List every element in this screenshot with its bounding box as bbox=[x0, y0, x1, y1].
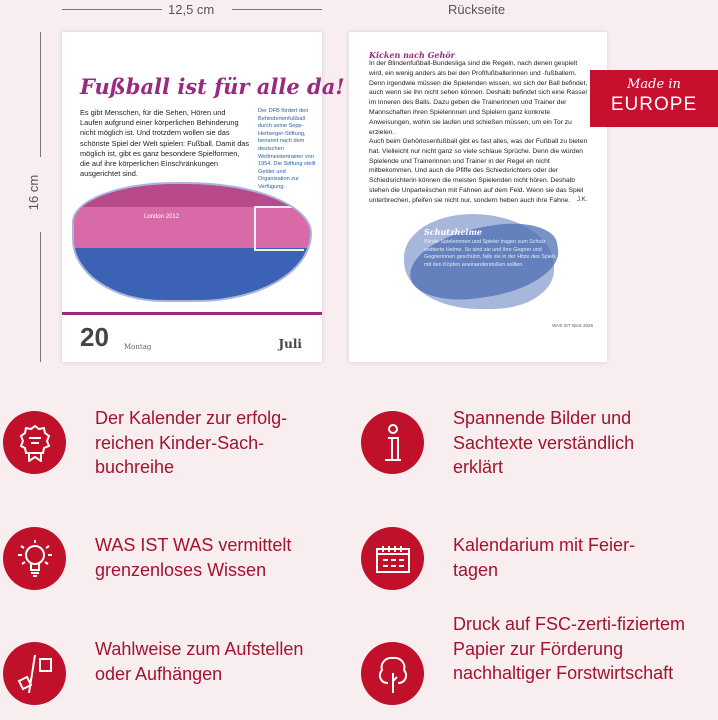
info-box-text: Blinde Spielerinnen und Spieler tragen zum Schutz wattierte Helme. So sind sie und ihre Gegner und Gegnerinnen geschützt, falls sie in der Hitze des Spiels mit den Köpfen aneinanderstoßen sollten. bbox=[424, 239, 556, 268]
tree-icon bbox=[361, 642, 424, 705]
width-label: 12,5 cm bbox=[168, 2, 215, 17]
feature-item bbox=[3, 408, 315, 480]
feature-item bbox=[361, 527, 673, 590]
feature-text: Wahlweise zum Aufstellen oder Aufhängen bbox=[95, 639, 304, 684]
photo-banner: London 2012 bbox=[144, 214, 180, 220]
height-dim-line bbox=[40, 232, 41, 362]
back-paragraph-2: Auch beim Gehörlosenfußball gibt es fast alles, was der Fußball zu bieten hat. Vielleicht nur nicht ganz so viele schlaue Sprüche. Denn die würden Spielende und Trainerinnen und Trainer in der Regel eh nicht mitbekommen. Und auch die Pfiffe des Schiedsrichters oder der Schiedsrichterin können die meisten Spielenden nicht hören. Deshalb stehen die Unparteiischen mit Fahnen auf dem Feld. Wenn sie das Spiel unterbrechen, pfeifen sie nicht nur, sondern heben auch ihre Fahne. bbox=[369, 138, 588, 204]
intro-text: Es gibt Menschen, für die Sehen, Hören und Laufen aufgrund einer körperlichen Behinderung nicht möglich ist. Und trotzdem wollen sie das schönste Spiel der Welt spielen: Fußball. Damit das möglich ist, gibt es ganz besondere Spielformen, die auf ihre körperlichen Einschränkungen ausgerichtet sind. bbox=[80, 108, 250, 179]
divider bbox=[62, 312, 322, 315]
height-dim-line bbox=[40, 32, 41, 157]
calendar-icon bbox=[361, 527, 424, 590]
badge-line1: Made in bbox=[627, 77, 681, 92]
author: J.K. bbox=[577, 197, 588, 203]
back-label: Rückseite bbox=[448, 2, 506, 17]
made-in-europe-badge bbox=[590, 70, 718, 127]
info-icon bbox=[361, 411, 424, 474]
month: Juli bbox=[278, 337, 302, 351]
weekday: Montag bbox=[124, 343, 152, 351]
sidebar-note: Der DFB fördert den Behindertenfußball durch seine Sepp-Herberger-Stiftung, benannt nach dem deutschen Weltmeistertrainer von 1954. Die Stiftung stellt Gelder und Organisation zur Verfügung. bbox=[258, 108, 316, 190]
day-number: 20 bbox=[80, 322, 109, 352]
lightbulb-icon bbox=[3, 527, 66, 590]
page-title: Fußball ist für alle da! bbox=[80, 74, 345, 99]
goal bbox=[254, 206, 304, 251]
award-badge-icon bbox=[3, 411, 66, 474]
front-page bbox=[62, 32, 345, 362]
info-box-heading: Schutzhelme bbox=[424, 227, 483, 237]
feature-item bbox=[361, 408, 673, 480]
info-box bbox=[424, 227, 564, 269]
feature-text: Der Kalender zur erfolg-reichen Kinder-Sach-buchreihe bbox=[95, 408, 288, 477]
footer: WAS IST WAS 2026 bbox=[552, 323, 593, 328]
badge-line2: EUROPE bbox=[610, 94, 698, 115]
feature-text: Spannende Bilder und Sachtexte verständlich erklärt bbox=[453, 408, 635, 477]
height-label: 16 cm bbox=[26, 174, 42, 211]
back-paragraph-1: In der Blindenfußball-Bundesliga sind die Regeln, nach denen gespielt wird, ein wenig anders als bei den Profifußballerinnen und -fußballern. Denn irgendwie müssen die Spielenden wissen, wo sich der Ball befindet, auch wenn sie ihn nicht sehen können. Deshalb befindet sich eine Rassel im Inneren des Balls. Dazu geben die Trainerinnen und Trainer der Mannschaften ihren Spielerinnen und Spielern ganz konkrete Anweisungen, wohin sie laufen und schießen müssen, um ein Tor zu erzielen. bbox=[369, 60, 588, 136]
feature-text: WAS IST WAS vermittelt grenzenloses Wissen bbox=[95, 535, 292, 580]
feature-text: Druck auf FSC-zerti-fiziertem Papier zur Förderung nachhaltiger Forstwirtschaft bbox=[453, 614, 686, 683]
feature-text: Kalendarium mit Feier-tagen bbox=[453, 535, 636, 580]
width-dim-line bbox=[232, 9, 322, 10]
back-heading: Kicken nach Gehör bbox=[369, 50, 455, 60]
width-dim-line bbox=[62, 9, 162, 10]
stand-hang-icon bbox=[3, 642, 66, 705]
feature-item bbox=[3, 527, 325, 590]
football-photo bbox=[72, 182, 312, 302]
feature-item bbox=[3, 639, 315, 705]
back-page bbox=[349, 32, 607, 362]
feature-item bbox=[361, 614, 693, 705]
